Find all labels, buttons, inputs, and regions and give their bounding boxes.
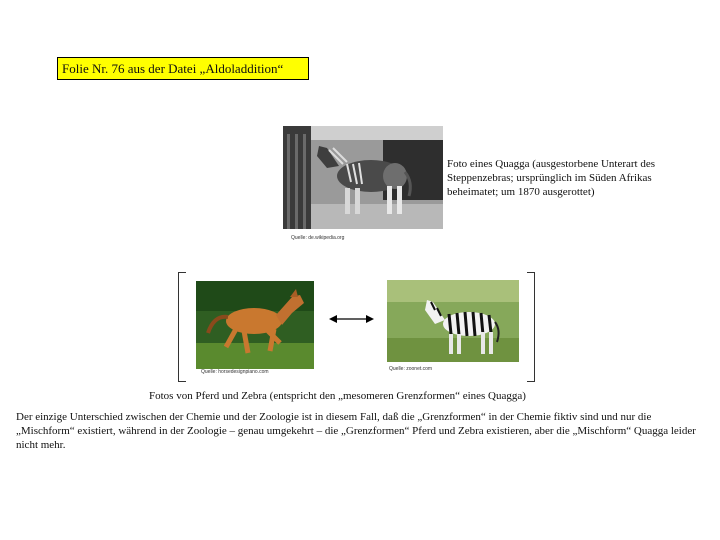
zebra-photo — [387, 280, 519, 362]
slide-title: Folie Nr. 76 aus der Datei „Aldoladdition“ — [57, 57, 309, 80]
quagga-source: Quelle: de.wikipedia.org — [291, 235, 345, 241]
zebra-source: Quelle: zoonet.com — [389, 366, 433, 372]
horse-photo — [196, 281, 314, 369]
quagga-caption: Foto eines Quagga (ausgestorbene Unterart des Steppenzebras; ursprünglich im Süden Afrikas beheimatet; um 1870 ausgerottet) — [447, 158, 656, 198]
body-paragraph: Der einzige Unterschied zwischen der Chemie und der Zoologie ist in diesem Fall, daß die „Grenzformen“ in der Chemie fiktiv sind und nur die „Mischform“ existiert, während in der Zoologie – genau umgekehrt – die „Grenzformen“ Pferd und Zebra existieren, aber die „Mischform“ Quagga leider nicht mehr. — [16, 411, 696, 451]
right-bracket — [527, 272, 535, 382]
photos-caption: Fotos von Pferd und Zebra (entspricht den „mesomeren Grenzformen“ eines Quagga) — [149, 390, 526, 402]
horse-source: Quelle: horsedesignpiano.com — [201, 369, 269, 375]
quagga-photo — [283, 126, 443, 229]
double-headed-arrow-icon — [329, 312, 374, 326]
left-bracket — [178, 272, 186, 382]
